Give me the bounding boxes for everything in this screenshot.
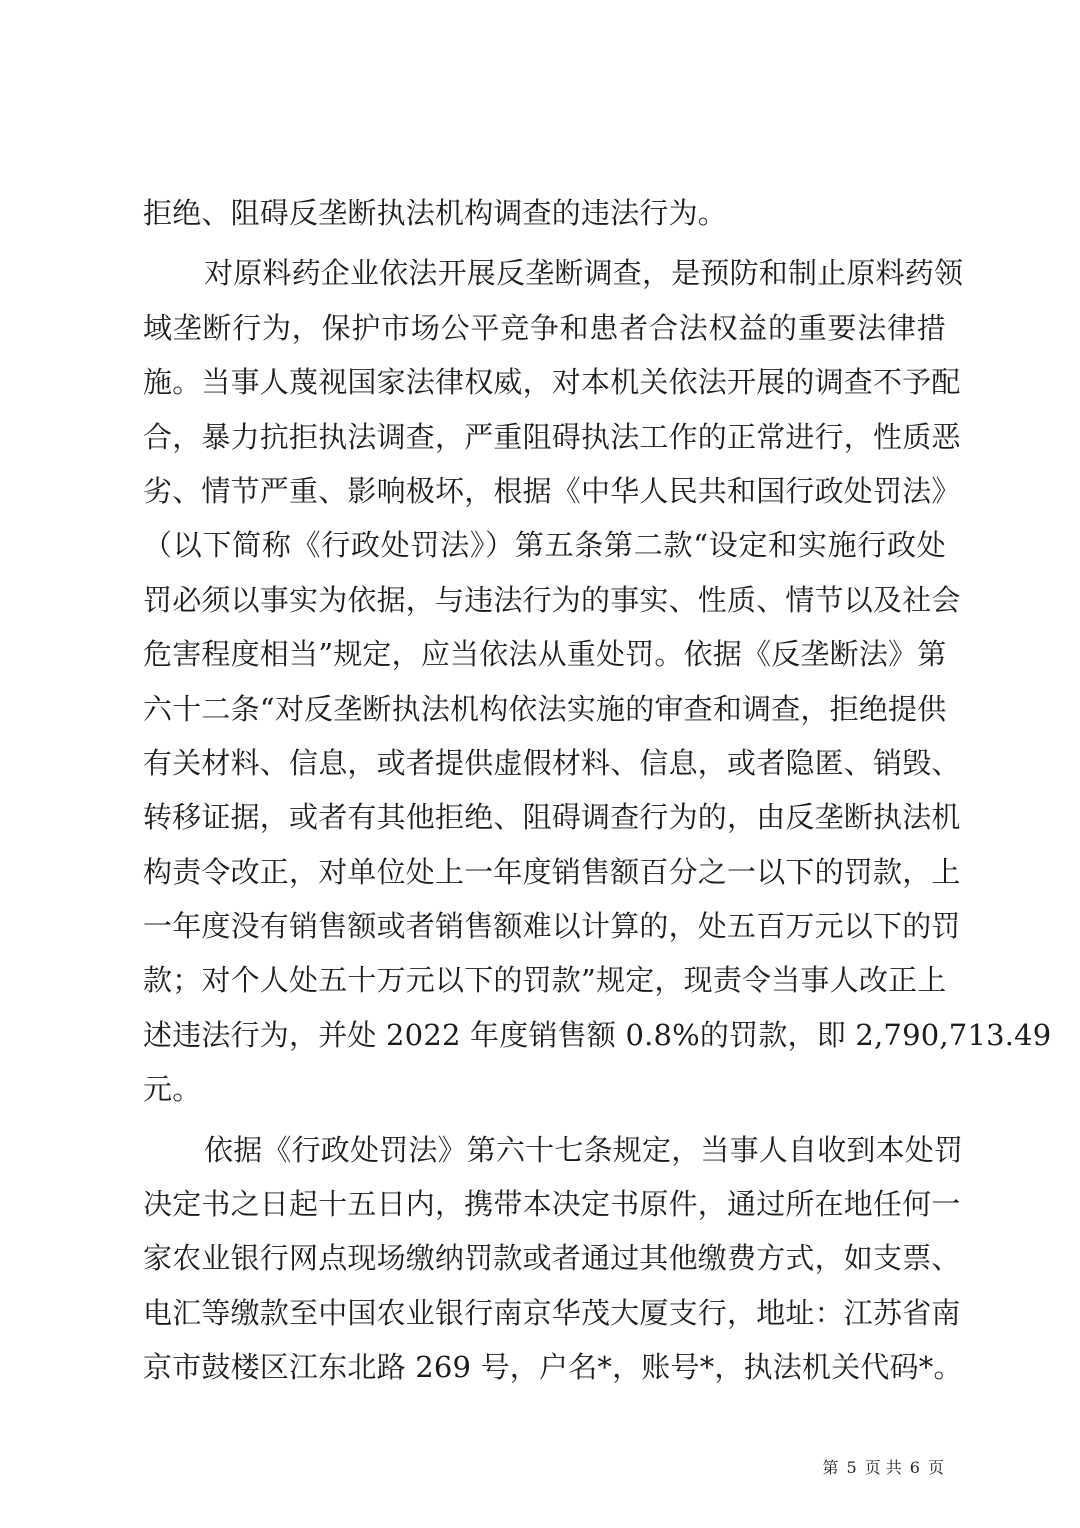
footer-total-pages: 6 bbox=[909, 1458, 920, 1477]
paragraph-line: 六十二条“对反垄断执法机构依法实施的审查和调查，拒绝提供 bbox=[143, 691, 947, 726]
footer-page-suffix: 页 bbox=[927, 1458, 944, 1477]
paragraph-line: 域垄断行为，保护市场公平竞争和患者合法权益的重要法律措 bbox=[143, 310, 946, 345]
paragraph-line: 电汇等缴款至中国农业银行南京华茂大厦支行，地址：江苏省南 bbox=[143, 1295, 961, 1330]
paragraph-line: 款；对个人处五十万元以下的罚款”规定，现责令当事人改正上 bbox=[143, 963, 947, 998]
paragraph-line: 元。 bbox=[143, 1072, 202, 1107]
paragraph-line: 劣、情节严重、影响极坏，根据《中华人民共和国行政处罚法》 bbox=[143, 473, 961, 508]
paragraph-line: 罚必须以事实为依据，与违法行为的事实、性质、情节以及社会 bbox=[143, 582, 961, 617]
footer-page-number: 5 bbox=[846, 1458, 857, 1477]
footer-page-middle: 页 共 bbox=[864, 1458, 902, 1477]
paragraph-line: （以下简称《行政处罚法》）第五条第二款“设定和实施行政处 bbox=[143, 528, 946, 563]
paragraph-line: 施。当事人蔑视国家法律权威，对本机关依法开展的调查不予配 bbox=[143, 365, 961, 400]
paragraph-line: 决定书之日起十五日内，携带本决定书原件，通过所在地任何一 bbox=[143, 1187, 961, 1222]
document-body bbox=[143, 186, 1052, 1395]
paragraph-line: 家农业银行网点现场缴纳罚款或者通过其他缴费方式，如支票、 bbox=[143, 1241, 961, 1276]
page-number-footer bbox=[823, 1458, 945, 1478]
paragraph-line: 述违法行为，并处 2022 年度销售额 0.8%的罚款，即 2,790,713.49 bbox=[143, 1017, 1052, 1052]
paragraph-line: 拒绝、阻碍反垄断执法机构调查的违法行为。 bbox=[143, 196, 728, 230]
paragraph-line: 有关材料、信息，或者提供虚假材料、信息，或者隐匿、销毁、 bbox=[143, 745, 961, 780]
paragraph-line: 对原料药企业依法开展反垄断调查，是预防和制止原料药领 bbox=[204, 256, 964, 291]
footer-page-prefix: 第 bbox=[822, 1458, 839, 1477]
paragraph-line: 危害程度相当”规定，应当依法从重处罚。依据《反垄断法》第 bbox=[143, 637, 947, 672]
paragraph-line: 一年度没有销售额或者销售额难以计算的，处五百万元以下的罚 bbox=[143, 909, 961, 944]
paragraph-line: 构责令改正，对单位处上一年度销售额百分之一以下的罚款，上 bbox=[143, 854, 961, 889]
paragraph-line: 京市鼓楼区江东北路 269 号，户名*，账号*，执法机关代码*。 bbox=[143, 1350, 963, 1385]
paragraph-line: 转移证据，或者有其他拒绝、阻碍调查行为的，由反垄断执法机 bbox=[143, 800, 961, 835]
paragraph-line: 依据《行政处罚法》第六十七条规定，当事人自收到本处罚 bbox=[204, 1132, 964, 1167]
paragraph-line: 合，暴力抗拒执法调查，严重阻碍执法工作的正常进行，性质恶 bbox=[143, 419, 961, 454]
